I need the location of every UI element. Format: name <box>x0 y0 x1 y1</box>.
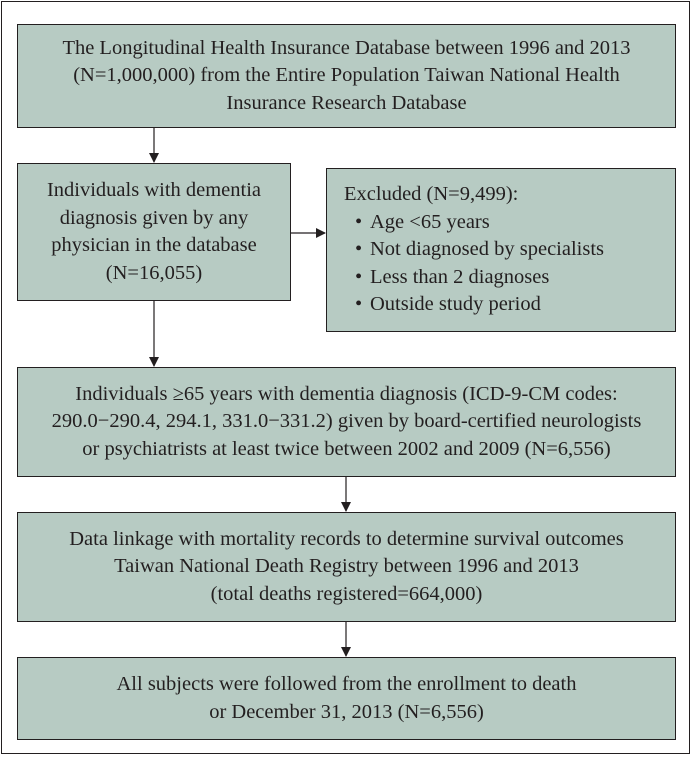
excluded-title: Excluded (N=9,499): <box>344 183 519 206</box>
box-text-line: (N=16,055) <box>105 261 203 284</box>
excluded-item: • Less than 2 diagnoses <box>344 264 549 292</box>
excluded-item: • Not diagnosed by specialists <box>344 236 604 264</box>
excluded-item: • Age <65 years <box>344 209 490 237</box>
box-text-line: Individuals with dementia <box>46 179 262 201</box>
box-text-line: Individuals ≥65 years with dementia diagnosis (ICD-9-CM codes: <box>75 382 618 405</box>
excluded-item: • Outside study period <box>344 291 541 319</box>
box-text-line: or December 31, 2013 (N=6,556) <box>209 700 484 723</box>
box-text-line: Data linkage with mortality records to determine survival outcomes <box>69 527 624 550</box>
box-text-line: (total deaths registered=664,000) <box>210 582 483 605</box>
box-text-line: (N=1,000,000) from the Entire Population Taiwan National Health <box>73 64 620 87</box>
box-text-line: 290.0−290.4, 294.1, 331.0−331.2) given by board-certified neurologists <box>51 410 642 433</box>
box-text-line: The Longitudinal Health Insurance Database between 1996 and 2013 <box>62 36 631 59</box>
box-text-line: physician in the database <box>51 234 257 256</box>
box-text-line: Taiwan National Death Registry between 1996 and 2013 <box>114 555 579 578</box>
box-text-line: Insurance Research Database <box>226 91 467 114</box>
box-text-line: All subjects were followed from the enrollment to death <box>116 673 577 695</box>
box-text-line: or psychiatrists at least twice between 2002 and 2009 (N=6,556) <box>82 437 611 460</box>
box-text-line: diagnosis given by any <box>59 206 249 229</box>
